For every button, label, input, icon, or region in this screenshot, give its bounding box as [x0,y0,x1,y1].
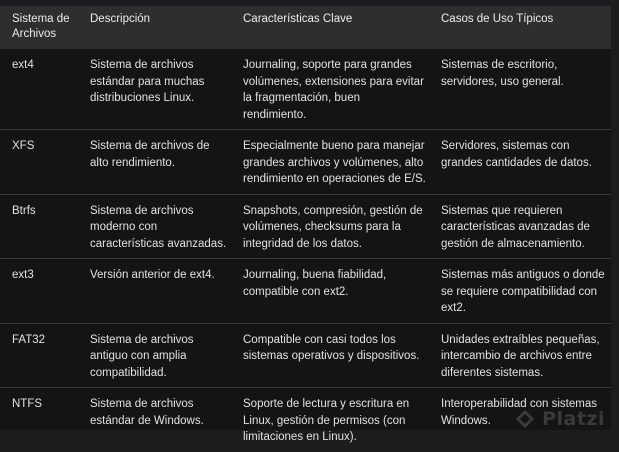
cell-use-cases: Sistemas más antiguos o donde se requiere compatibilidad con ext2. [430,259,611,324]
table-row [0,49,611,130]
cell-features: Soporte de lectura y escritura en Linux, gestión de permisos (con limitaciones en Linux). [232,388,430,452]
table-row [0,388,611,452]
cell-description: Sistema de archivos moderno con características avanzadas. [79,194,232,259]
cell-use-cases: Servidores, sistemas con grandes cantidades de datos. [430,130,611,195]
filesystems-table [0,6,611,452]
cell-features: Especialmente bueno para manejar grandes archivos y volúmenes, alto rendimiento en operaciones de E/S. [232,130,430,195]
cell-description: Sistema de archivos de alto rendimiento. [79,130,232,195]
cell-filesystem: ext3 [0,259,79,324]
cell-filesystem: ext4 [12,59,34,71]
cell-description: Versión anterior de ext4. [79,259,232,324]
cell-features: Snapshots, compresión, gestión de volúmenes, checksums para la integridad de los datos. [232,194,430,259]
watermark-text: Platzi [542,408,605,430]
table-row [0,323,611,388]
cell-description: Sistema de archivos antiguo con amplia compatibilidad. [79,323,232,388]
header-filesystem: Sistema de Archivos [12,13,70,40]
cell-filesystem: NTFS [0,388,79,452]
table-row [0,259,611,324]
table-header-row [0,6,611,49]
cell-filesystem: XFS [0,130,79,195]
cell-features: Journaling, soporte para grandes volúmenes, extensiones para evitar la fragmentación, buen rendimiento. [243,59,424,121]
table-row [0,194,611,259]
cell-description: Sistema de archivos estándar para muchas distribuciones Linux. [90,59,205,104]
cell-features: Compatible con casi todos los sistemas operativos y dispositivos. [232,323,430,388]
cell-description: Sistema de archivos estándar de Windows. [79,388,232,452]
header-features: Características Clave [243,13,353,25]
cell-filesystem: Btrfs [0,194,79,259]
cell-use-cases: Interoperabilidad con sistemas Windows. [430,388,611,452]
cell-features: Journaling, buena fiabilidad, compatible con ext2. [232,259,430,324]
header-description: Descripción [90,13,151,25]
cell-use-cases: Unidades extraíbles pequeñas, intercambio de archivos entre diferentes sistemas. [430,323,611,388]
header-use-cases: Casos de Uso Típicos [441,13,554,25]
cell-use-cases: Sistemas de escritorio, servidores, uso general. [441,59,564,88]
table-row [0,130,611,195]
table-container [0,6,611,443]
cell-use-cases: Sistemas que requieren características avanzadas de gestión de almacenamiento. [430,194,611,259]
cell-filesystem: FAT32 [0,323,79,388]
